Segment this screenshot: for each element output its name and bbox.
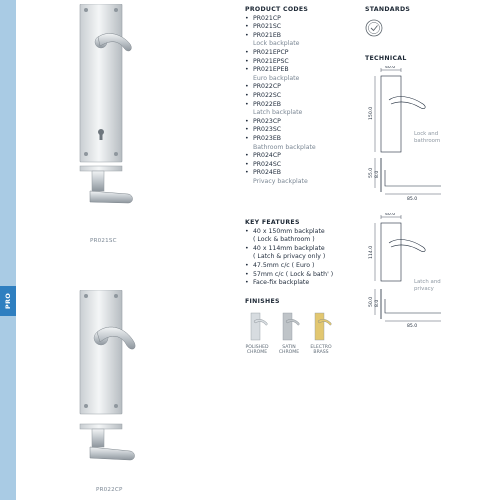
product-code-item: • PR021EPSC <box>245 58 355 67</box>
dim-width-1: 40.0 <box>385 66 396 70</box>
product-codes-section <box>245 6 355 186</box>
finish-swatch-image <box>309 312 337 342</box>
dim-width-2: 40.0 <box>385 213 396 217</box>
dim-height-1: 150.0 <box>369 106 374 120</box>
image-caption-bottom: PR022CP <box>96 487 123 493</box>
product-code-item: • PR021EPEB <box>245 66 355 75</box>
finishes-section <box>245 298 355 307</box>
product-code-item: • PR023EB <box>245 135 355 144</box>
finish-swatch-image <box>277 312 305 342</box>
tech-label-latch-line1: Latch and <box>414 279 441 285</box>
finishes-heading: FINISHES <box>245 298 280 305</box>
product-code-item: • PR023SC <box>245 126 355 135</box>
product-image-latch-handle <box>70 290 138 468</box>
dim-a-2: 50.0 <box>369 296 374 307</box>
key-feature-continuation: ( Lock & bathroom ) <box>253 236 315 244</box>
sidebar-tab <box>0 286 16 316</box>
tech-label-lock <box>414 131 440 145</box>
product-code-item: • PR021EPCP <box>245 49 355 58</box>
finish-label-line2: BRASS <box>313 350 329 356</box>
product-image-lock-handle <box>70 4 138 222</box>
finish-label-line1: POLISHED <box>245 345 269 350</box>
sidebar-tab-label: PRO <box>4 292 12 310</box>
key-feature-item: • 40 x 114mm backplate <box>245 245 355 254</box>
dim-projection-2: 85.0 <box>407 324 418 329</box>
technical-diagram-latch <box>365 213 445 331</box>
technical-heading: TECHNICAL <box>365 55 407 62</box>
key-features-section <box>245 219 355 288</box>
product-codes-heading: PRODUCT CODES <box>245 6 309 13</box>
product-code-item: • PR024CP <box>245 152 355 161</box>
product-code-item: • PR021EB <box>245 32 355 41</box>
key-features-list <box>245 228 355 288</box>
tech-label-lock-line1: Lock and <box>414 131 439 137</box>
image-caption-top: PR021SC <box>90 238 117 244</box>
tech-label-lock-line2: bathroom <box>414 138 441 144</box>
dim-a-1: 55.0 <box>369 167 374 178</box>
finish-label-line2: CHROME <box>278 350 300 356</box>
product-codes-list <box>245 15 355 187</box>
product-code-item: • PR021SC <box>245 23 355 32</box>
standards-mark-icon <box>365 19 383 37</box>
product-code-group-note: Privacy backplate <box>253 177 308 185</box>
product-code-group-note: Bathroom backplate <box>253 143 316 151</box>
product-code-item: • PR022SC <box>245 92 355 101</box>
tech-label-latch-line2: privacy <box>414 286 434 292</box>
key-feature-item: • 40 x 150mm backplate <box>245 228 355 237</box>
product-code-item: • PR024EB <box>245 169 355 178</box>
product-code-group-note: Latch backplate <box>253 109 303 117</box>
finish-swatch-image <box>245 312 273 342</box>
finish-label <box>307 345 335 356</box>
finish-label <box>243 345 271 356</box>
product-code-item: • PR022CP <box>245 83 355 92</box>
product-code-item: • PR021CP <box>245 15 355 24</box>
dim-projection-1: 85.0 <box>407 197 418 202</box>
product-code-item: • PR022EB <box>245 101 355 110</box>
product-code-item: • PR024SC <box>245 161 355 170</box>
product-code-group-note: Euro backplate <box>253 74 300 82</box>
dim-height-2: 114.0 <box>369 245 374 259</box>
product-code-group-note: Lock backplate <box>253 40 300 48</box>
key-feature-item: • 47.5mm c/c ( Euro ) <box>245 262 355 271</box>
sidebar <box>0 0 16 500</box>
finish-label <box>275 345 303 356</box>
key-features-heading: KEY FEATURES <box>245 219 300 226</box>
tech-label-latch <box>414 279 441 293</box>
dim-b-2: 8.0 <box>375 299 380 307</box>
key-feature-continuation: ( Latch & privacy only ) <box>253 253 326 261</box>
dim-b-1: 8.0 <box>375 170 380 178</box>
key-feature-item: • Face-fix backplate <box>245 279 355 288</box>
standards-heading: STANDARDS <box>365 6 411 13</box>
product-code-item: • PR023CP <box>245 118 355 127</box>
finish-label-line2: CHROME <box>246 350 268 356</box>
key-feature-item: • 57mm c/c ( Lock & bath' ) <box>245 271 355 280</box>
finish-label-line1: ELECTRO <box>310 345 332 350</box>
finish-label-line1: SATIN <box>282 345 296 350</box>
